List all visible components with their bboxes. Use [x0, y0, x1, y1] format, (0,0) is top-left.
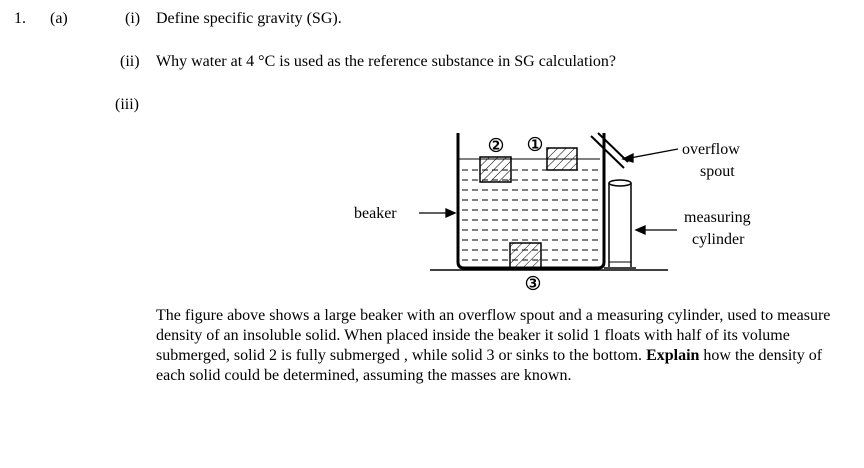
- solid-3: [510, 243, 541, 268]
- solid-2-number: [490, 139, 503, 153]
- paragraph-bold-word: Explain: [646, 347, 700, 364]
- question-paragraph: [156, 306, 846, 386]
- item-i-text: Define specific gravity (SG).: [156, 10, 342, 27]
- svg-text:1: 1: [530, 137, 540, 152]
- cylinder-label-2: cylinder: [692, 231, 745, 248]
- paragraph-text-1: The figure above shows a large beaker with an overflow spout and a measuring cylinder, used to measure density of an insoluble solid. When placed inside the beaker it solid 1 floats with half of its volume submerged, solid 2 is fully submerged , while solid 3 or sinks to the bottom.: [156, 307, 831, 364]
- item-ii-roman: (ii): [120, 53, 140, 70]
- svg-text:2: 2: [491, 138, 501, 153]
- item-i-roman: (i): [125, 10, 141, 27]
- paragraph-text-2: how the density of each solid could be determined, assuming the masses are known.: [156, 347, 823, 384]
- solid-2: [480, 157, 511, 182]
- measuring-cylinder: [609, 183, 631, 267]
- item-iii-roman: (iii): [115, 96, 139, 113]
- solid-3-number: [527, 277, 540, 291]
- beaker-label: beaker: [354, 205, 397, 222]
- svg-text:3: 3: [528, 276, 538, 291]
- question-number: 1.: [14, 10, 26, 27]
- beaker-diagram: [340, 128, 780, 298]
- overflow-label-1: overflow: [682, 141, 740, 158]
- overflow-label-2: spout: [700, 163, 735, 180]
- overflow-arrow: [630, 149, 678, 158]
- question-part: (a): [50, 10, 68, 27]
- cylinder-label-1: measuring: [684, 209, 751, 226]
- solid-1-number: [529, 138, 542, 152]
- item-ii-text: Why water at 4 °C is used as the reference substance in SG calculation?: [156, 53, 617, 70]
- solid-1: [547, 148, 577, 170]
